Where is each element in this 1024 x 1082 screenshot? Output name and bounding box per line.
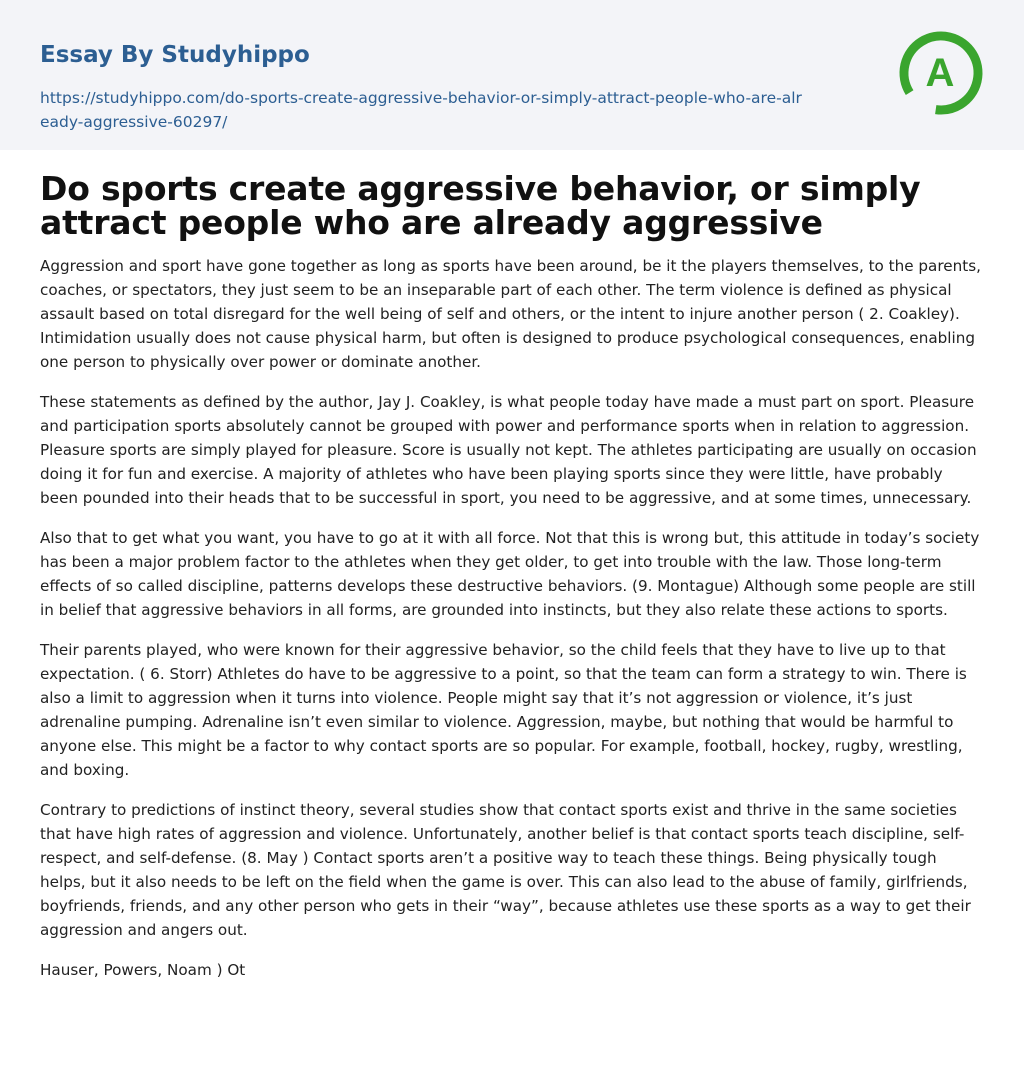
studyhippo-logo-icon[interactable]	[896, 28, 986, 118]
logo-letter: A	[925, 51, 955, 95]
paragraph-1: Aggression and sport have gone together as long as sports have been around, be it the players themselves, to the parents, coaches, or spectators, they just seem to be an inseparable part of each other. The term violence is defined as physical assault based on total disregard for the well being of self and others, or the intent to injure another person ( 2. Coakley). Intimidation usually does not cause physical harm, but often is designed to produce psychological consequences, enabling one person to physically over power or dominate another.	[40, 257, 981, 371]
site-brand[interactable]: Essay By Studyhippo	[40, 42, 310, 68]
paragraph-2: These statements as defined by the author, Jay J. Coakley, is what people today have made a must part on sport. Pleasure and participation sports absolutely cannot be grouped with power and performance sports when in relation to aggression. Pleasure sports are simply played for pleasure. Score is usually not kept. The athletes participating are usually on occasion doing it for fun and exercise. A majority of athletes who have been playing sports since they were little, have probably been pounded into their heads that to be successful in sport, you need to be aggressive, and at some times, unnecessary.	[40, 393, 977, 507]
paragraph-4: Their parents played, who were known for their aggressive behavior, so the child feels that they have to live up to that expectation. ( 6. Storr) Athletes do have to be aggressive to a point, so that the team can form a strategy to win. There is also a limit to aggression when it turns into violence. People might say that it’s not aggression or violence, it’s just adrenaline pumping. Adrenaline isn’t even similar to violence. Aggression, maybe, but nothing that would be harmful to anyone else. This might be a factor to why contact sports are so popular. For example, football, hockey, rugby, wrestling, and boxing.	[40, 641, 967, 779]
paragraph-3: Also that to get what you want, you have to go at it with all force. Not that this is wrong but, this attitude in today’s society has been a major problem factor to the athletes when they get older, to get into trouble with the law. Those long-term effects of so called discipline, patterns develops these destructive behaviors. (9. Montague) Although some people are still in belief that aggressive behaviors in all forms, are grounded into instincts, but they also relate these actions to sports.	[40, 529, 980, 619]
source-url-link[interactable]: https://studyhippo.com/do-sports-create-aggressive-behavior-or-simply-attract-people-who-are-already-aggressive-60297/	[40, 89, 802, 131]
page-title: Do sports create aggressive behavior, or simply attract people who are already aggressive	[40, 169, 921, 242]
paragraph-5: Contrary to predictions of instinct theory, several studies show that contact sports exist and thrive in the same societies that have high rates of aggression and violence. Unfortunately, another belief is that contact sports teach discipline, self-respect, and self-defense. (8. May ) Contact sports aren’t a positive way to teach these things. Being physically tough helps, but it also needs to be left on the field when the game is over. This can also lead to the abuse of family, girlfriends, boyfriends, friends, and any other person who gets in their “way”, because athletes use these sports as a way to get their aggression and angers out.	[40, 801, 971, 939]
article-body	[0, 169, 1024, 982]
site-header	[0, 0, 1024, 150]
paragraph-6: Hauser, Powers, Noam ) Ot	[40, 961, 246, 979]
